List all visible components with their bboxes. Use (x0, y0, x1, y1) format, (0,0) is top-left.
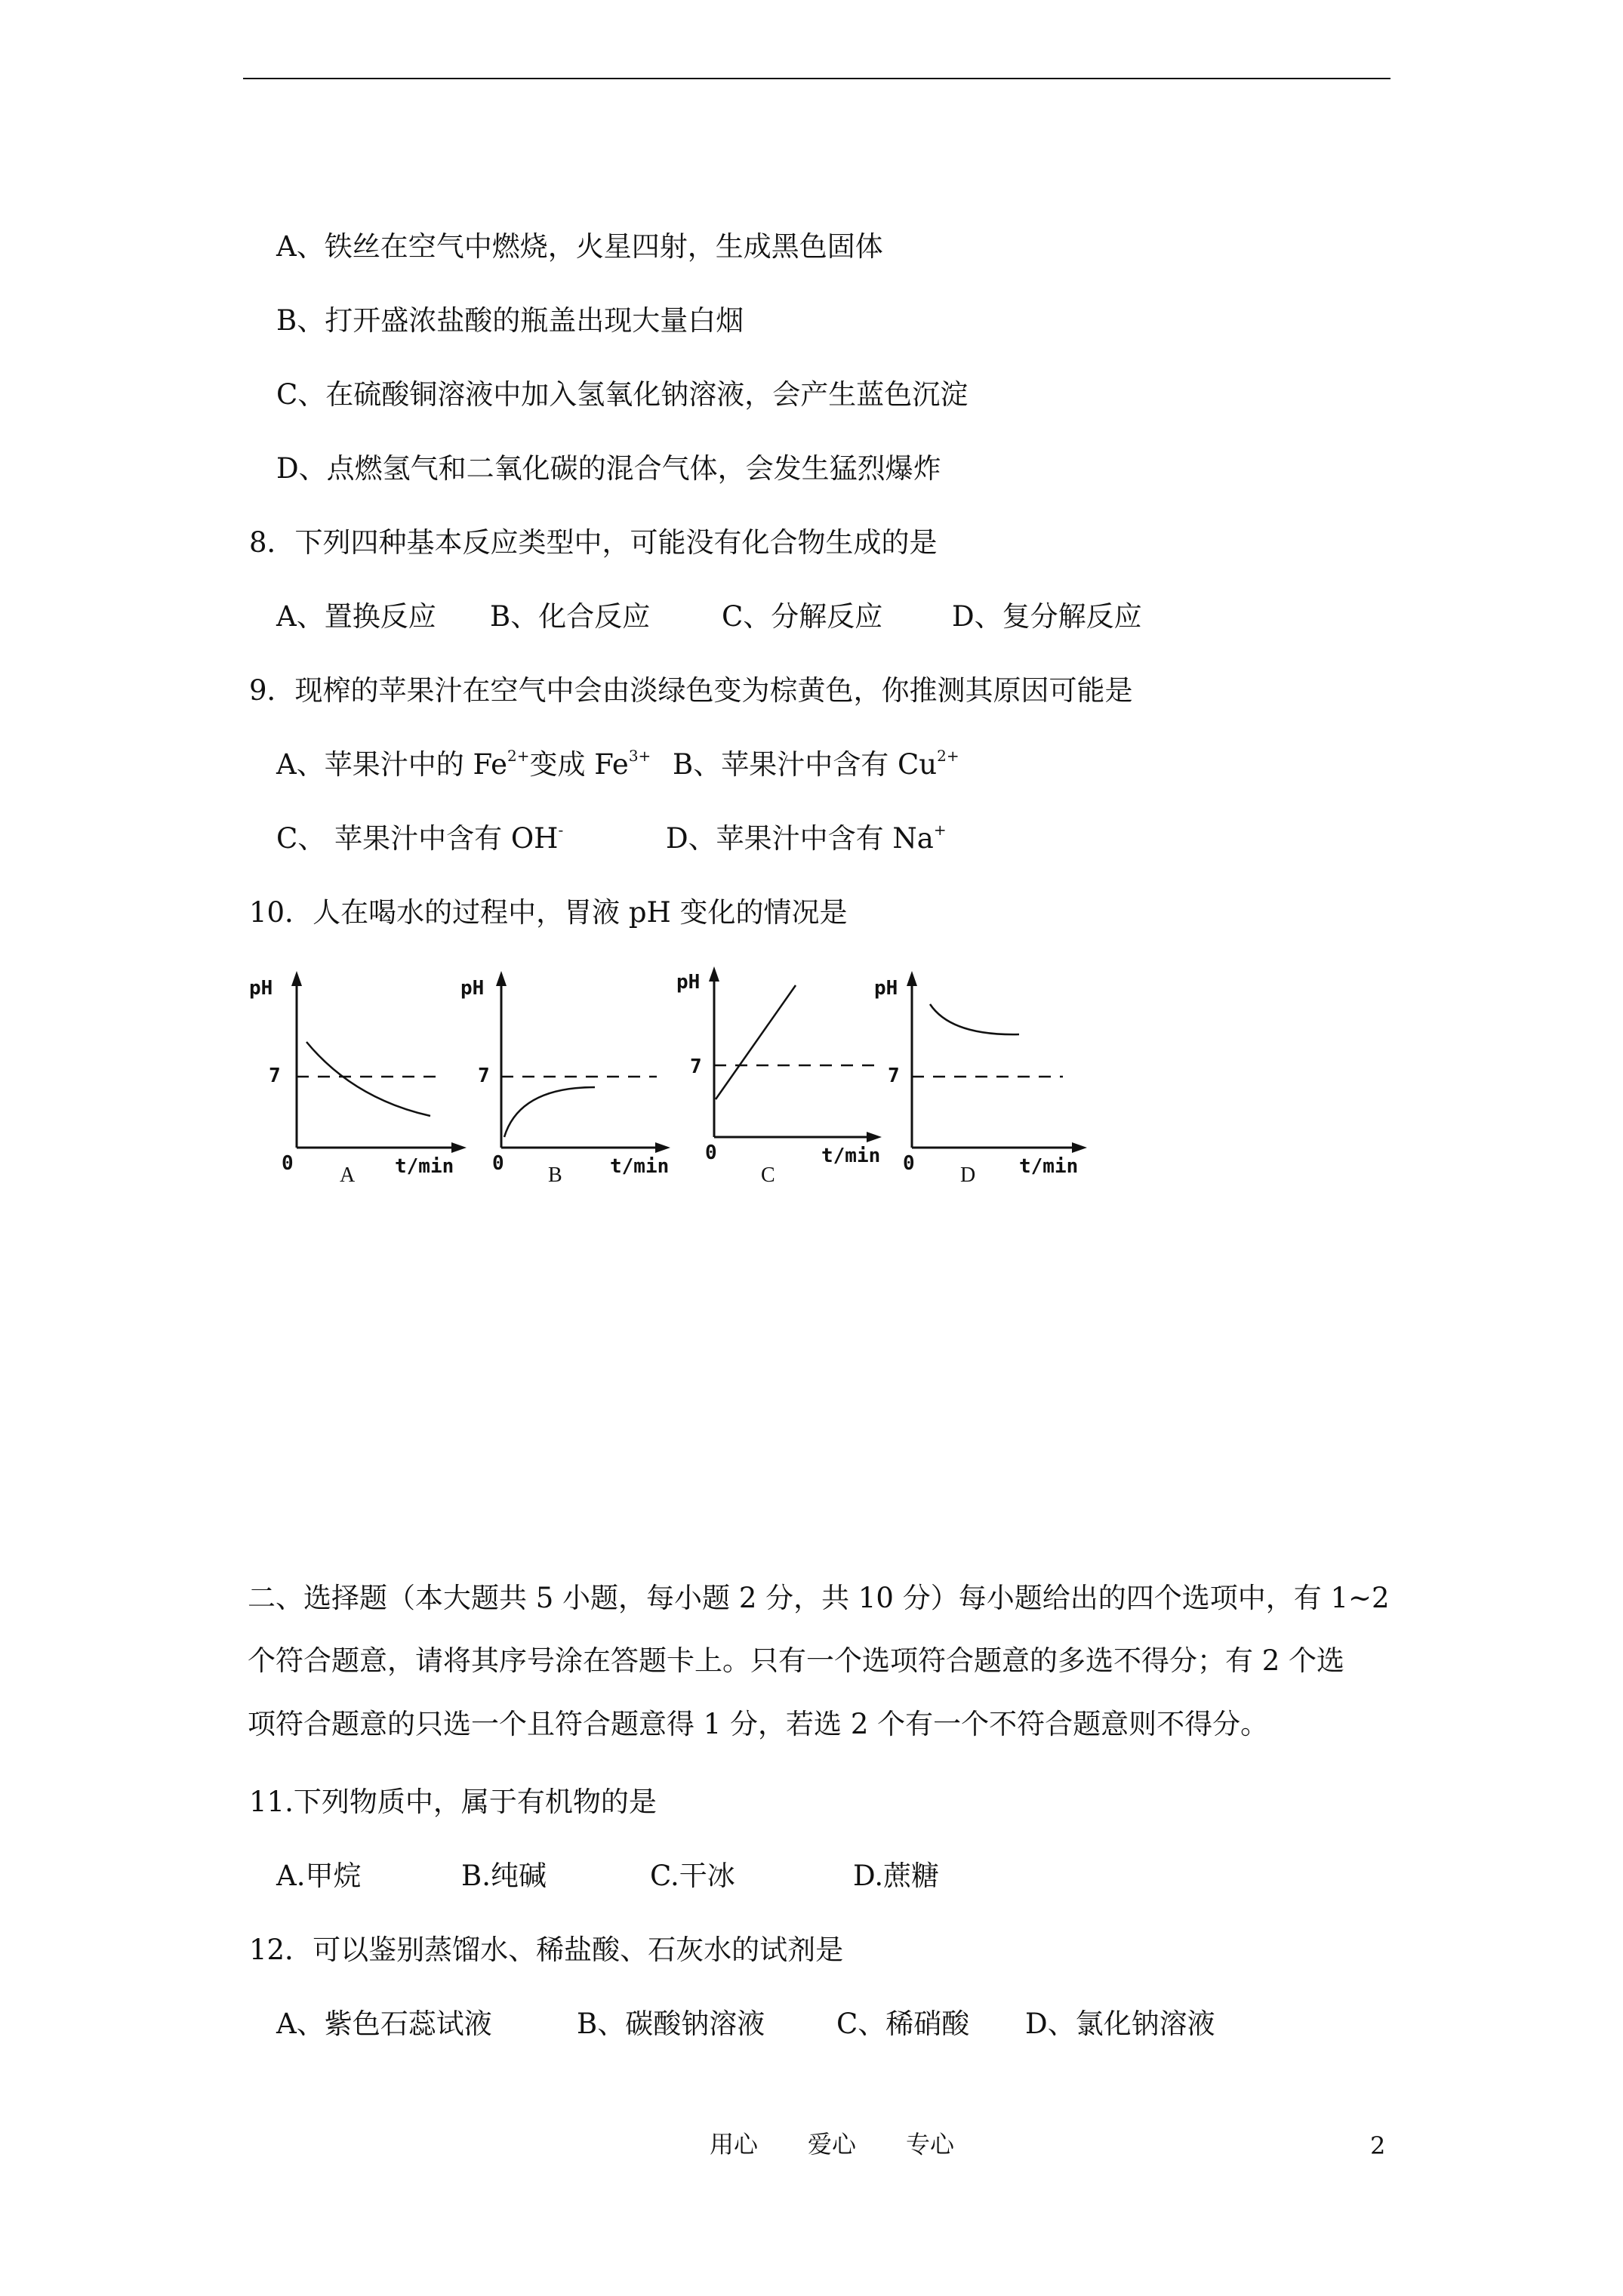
footer-item-1: 用心 (710, 2130, 759, 2159)
graph-d-x-arrow (1072, 1142, 1087, 1153)
graph-a-origin: 0 (282, 1152, 294, 1175)
graph-a-y-arrow (291, 971, 302, 986)
graph-a (240, 966, 467, 1185)
graph-c-x-label: t/min (821, 1145, 881, 1167)
graph-c-caption: C (761, 1163, 775, 1187)
q12-option-b: B、碳酸钠溶液 (577, 2008, 765, 2040)
q8-stem: 8．下列四种基本反应类型中，可能没有化合物生成的是 (249, 526, 938, 559)
graph-b-y-arrow (496, 971, 507, 986)
q9-stem: 9．现榨的苹果汁在空气中会由淡绿色变为棕黄色，你推测其原因可能是 (249, 674, 1133, 707)
q11-stem: 11.下列物质中，属于有机物的是 (249, 1786, 657, 1818)
graph-d-caption: D (960, 1163, 976, 1187)
graph-c-origin: 0 (705, 1142, 717, 1164)
section2-line-2: 个符合题意，请将其序号涂在答题卡上。只有一个选项符合题意的多选不得分；有 2 个选 (248, 1644, 1345, 1677)
graph-c (663, 966, 889, 1185)
header-rule (243, 78, 1390, 79)
q10-stem: 10．人在喝水的过程中，胃液 pH 变化的情况是 (249, 896, 848, 929)
q9-option-d: D、苹果汁中含有 Na+ (666, 820, 947, 855)
q11-option-a: A.甲烷 (276, 1860, 362, 1892)
graph-b-seven: 7 (478, 1065, 490, 1087)
graph-a-y-label: pH (249, 977, 273, 1000)
graph-d-y-arrow (907, 971, 917, 986)
q11-option-c: C.干冰 (650, 1860, 735, 1892)
graph-d-curve (930, 1004, 1019, 1034)
graph-c-seven: 7 (690, 1056, 702, 1078)
q12-stem: 12．可以鉴别蒸馏水、稀盐酸、石灰水的试剂是 (249, 1934, 844, 1966)
graph-d (868, 966, 1095, 1185)
q8-option-d: D、复分解反应 (952, 600, 1142, 633)
section2-line-1: 二、选择题（本大题共 5 小题，每小题 2 分，共 10 分）每小题给出的四个选项中，有 1~2 (248, 1582, 1390, 1614)
footer-item-2: 爱心 (808, 2130, 857, 2159)
graph-c-y-arrow (709, 966, 719, 982)
q7-option-d: D、点燃氢气和二氧化碳的混合气体，会发生猛烈爆炸 (276, 452, 941, 485)
q7-option-c: C、在硫酸铜溶液中加入氢氧化钠溶液，会产生蓝色沉淀 (276, 378, 969, 411)
graph-d-y-label: pH (874, 977, 898, 1000)
q11-option-d: D.蔗糖 (853, 1860, 940, 1892)
q9-option-c: C、 苹果汁中含有 OH- (276, 820, 564, 855)
page-number: 2 (1370, 2131, 1386, 2160)
q12-option-c: C、稀硝酸 (836, 2008, 970, 2040)
graph-b-curve (504, 1087, 595, 1137)
q9-option-b: B、苹果汁中含有 $Cu^{2+}$ (673, 746, 959, 781)
graph-a-caption: A (340, 1163, 356, 1187)
graph-d-plot (868, 966, 1095, 1185)
graph-d-origin: 0 (903, 1152, 915, 1175)
graph-b-caption: B (548, 1163, 562, 1187)
q8-option-c: C、分解反应 (722, 600, 883, 633)
q8-option-a: A、置换反应 (276, 600, 436, 633)
q7-option-a: A、铁丝在空气中燃烧，火星四射，生成黑色固体 (276, 230, 883, 263)
q7-option-b: B、打开盛浓盐酸的瓶盖出现大量白烟 (276, 304, 744, 337)
graph-d-x-label: t/min (1019, 1155, 1079, 1178)
graph-b (451, 966, 678, 1185)
graph-b-origin: 0 (492, 1152, 504, 1175)
graph-a-x-label: t/min (395, 1155, 454, 1178)
q11-option-b: B.纯碱 (461, 1860, 547, 1892)
q12-option-a: A、紫色石蕊试液 (276, 2008, 492, 2040)
graph-d-seven: 7 (888, 1065, 900, 1087)
graph-b-x-label: t/min (610, 1155, 670, 1178)
q12-option-d: D、氯化钠溶液 (1025, 2008, 1215, 2040)
graph-a-curve (306, 1042, 430, 1116)
q8-option-b: B、化合反应 (490, 600, 651, 633)
q9-option-a: A、苹果汁中的 $Fe^{2+}$变成 $Fe^{3+}$ (276, 746, 651, 781)
section2-line-3: 项符合题意的只选一个且符合题意得 1 分，若选 2 个有一个不符合题意则不得分。 (248, 1708, 1269, 1740)
graph-a-seven: 7 (269, 1065, 281, 1087)
graph-c-y-label: pH (676, 971, 701, 994)
graph-b-y-label: pH (460, 977, 485, 1000)
footer-item-3: 专心 (906, 2130, 955, 2159)
graph-c-curve (716, 985, 796, 1099)
